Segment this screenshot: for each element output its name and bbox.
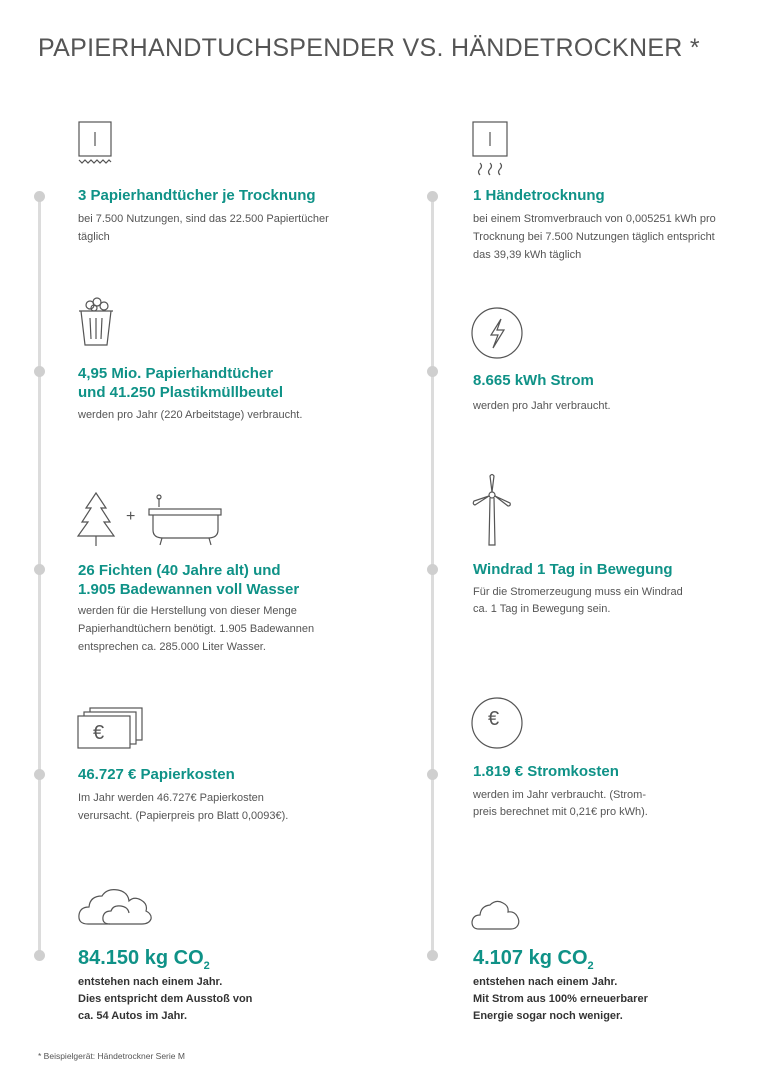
left-timeline xyxy=(38,196,41,956)
co2-subscript: 2 xyxy=(203,960,210,972)
left-text-1: bei 7.500 Nutzungen, sind das 22.500 Papiertücher täglich xyxy=(78,213,329,243)
left-timeline-dot xyxy=(34,191,45,202)
left-heading-3a: 26 Fichten (40 Jahre alt) und xyxy=(78,562,281,579)
right-text-4b: preis berechnet mit 0,21€ pro kWh). xyxy=(473,806,648,818)
right-text-3b: ca. 1 Tag in Bewegung sein. xyxy=(473,603,611,615)
right-timeline-dot xyxy=(427,191,438,202)
right-timeline-dot xyxy=(427,564,438,575)
hand-dryer-icon xyxy=(470,120,510,178)
wind-turbine-icon xyxy=(470,472,514,548)
right-text-5b: Mit Strom aus 100% erneuerbarer xyxy=(473,993,648,1005)
small-cloud-icon xyxy=(470,898,522,932)
co2-value: 84.150 kg CO xyxy=(78,947,204,969)
banknotes-euro-icon xyxy=(76,706,144,752)
right-heading-2: 8.665 kWh Strom xyxy=(473,372,594,389)
right-text-3a: Für die Stromerzeugung muss ein Windrad xyxy=(473,586,683,598)
right-text-1: bei einem Stromverbrauch von 0,005251 kWh pro Trocknung bei 7.500 Nutzungen täglich entspricht das 39,39 kWh täglich xyxy=(473,213,716,261)
left-heading-2a: 4,95 Mio. Papierhandtücher xyxy=(78,365,274,382)
lightning-circle-icon xyxy=(470,306,526,362)
page-title: PAPIERHANDTUCHSPENDER VS. HÄNDETROCKNER * xyxy=(38,34,700,62)
left-text-5b: Dies entspricht dem Ausstoß von xyxy=(78,993,253,1005)
left-text-3: werden für die Herstellung von dieser Menge Papierhandtüchern benötigt. 1.905 Badewannen entsprechen ca. 285.000 Liter Wasser. xyxy=(78,605,315,653)
banknote-euro-symbol: € xyxy=(93,722,105,744)
right-heading-4: 1.819 € Stromkosten xyxy=(473,763,619,780)
tree-and-bathtub-icon xyxy=(76,490,226,548)
left-text-5c: ca. 54 Autos im Jahr. xyxy=(78,1010,188,1022)
right-timeline-dot xyxy=(427,366,438,377)
left-heading-4: 46.727 € Papierkosten xyxy=(78,766,235,783)
footnote: * Beispielgerät: Händetrockner Serie M xyxy=(38,1051,185,1061)
left-heading-2b: und 41.250 Plastikmüllbeutel xyxy=(78,384,284,401)
right-heading-3: Windrad 1 Tag in Bewegung xyxy=(473,561,673,578)
right-text-5c: Energie sogar noch weniger. xyxy=(473,1010,623,1022)
right-text-5a: entstehen nach einem Jahr. xyxy=(473,976,618,988)
left-text-2: werden pro Jahr (220 Arbeitstage) verbraucht. xyxy=(78,409,303,421)
co2-subscript: 2 xyxy=(587,960,594,972)
left-text-5a: entstehen nach einem Jahr. xyxy=(78,976,223,988)
left-timeline-dot xyxy=(34,950,45,961)
left-timeline-dot xyxy=(34,366,45,377)
co2-value: 4.107 kg CO xyxy=(473,947,588,969)
plus-sign: + xyxy=(126,508,136,525)
right-timeline-dot xyxy=(427,950,438,961)
trash-bin-icon xyxy=(76,296,116,348)
left-timeline-dot xyxy=(34,564,45,575)
right-text-2: werden pro Jahr verbraucht. xyxy=(473,400,611,412)
left-text-4: Im Jahr werden 46.727€ Papierkosten verursacht. (Papierpreis pro Blatt 0,0093€). xyxy=(78,792,289,822)
right-text-4a: werden im Jahr verbraucht. (Strom- xyxy=(473,789,646,801)
euro-circle-symbol: € xyxy=(488,708,500,730)
right-timeline xyxy=(431,196,434,956)
big-cloud-icon xyxy=(76,886,154,928)
right-timeline-dot xyxy=(427,769,438,780)
left-heading-3b: 1.905 Badewannen voll Wasser xyxy=(78,581,300,598)
paper-towel-dispenser-icon xyxy=(76,120,116,166)
right-heading-1: 1 Händetrocknung xyxy=(473,187,605,204)
left-timeline-dot xyxy=(34,769,45,780)
left-heading-1: 3 Papierhandtücher je Trocknung xyxy=(78,187,316,204)
